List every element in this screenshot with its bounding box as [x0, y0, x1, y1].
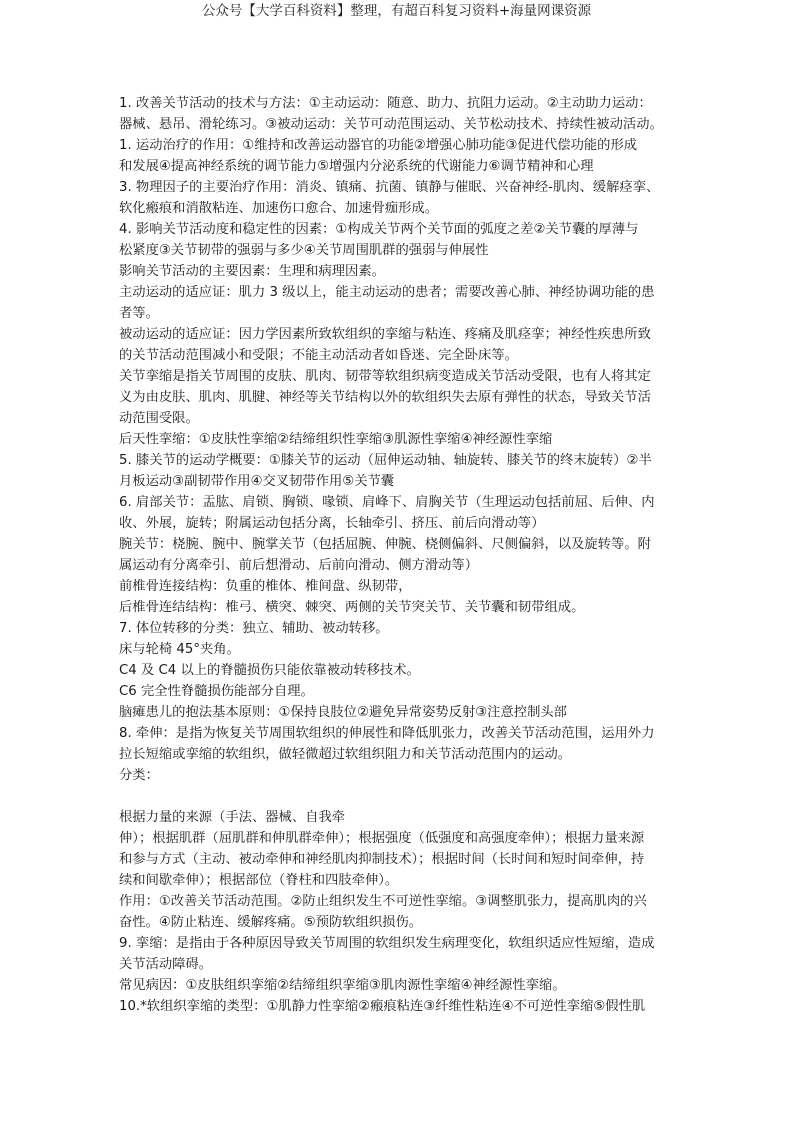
text-line: 义为由皮肤、肌肉、肌腱、神经等关节结构以外的软组织失去原有弹性的状态，导致关节活 [119, 390, 651, 405]
text-line: 器械、悬吊、滑轮练习。③被动运动：关节可动范围运动、关节松动技术、持续性被动活动。 [119, 117, 663, 132]
document-body [119, 93, 675, 1017]
text-line: C4 及 C4 以上的脊髓损伤只能依靠被动转移技术。 [119, 663, 420, 678]
text-line: C6 完全性脊髓损伤能部分自理。 [119, 684, 314, 699]
text-line: 动范围受限。 [119, 411, 199, 426]
text-line: 关节活动障碍。 [119, 957, 213, 972]
text-line: 5. 膝关节的运动学概要：①膝关节的运动（屈伸运动轴、轴旋转、膝关节的终末旋转）②半 [119, 453, 652, 468]
text-line: 续和间歇牵伸）；根据部位（脊柱和四肢牵伸）。 [119, 873, 399, 888]
text-line: 伸）；根据肌群（屈肌群和伸肌群牵伸）；根据强度（低强度和高强度牵伸）；根据力量来源 [119, 831, 645, 846]
text-line: 1. 改善关节活动的技术与方法：①主动运动：随意、助力、抗阻力运动。②主动助力运动： [119, 96, 652, 111]
text-line: 分类： [119, 768, 159, 783]
text-line: 拉长短缩或挛缩的软组织，做轻微超过软组织阻力和关节活动范围内的运动。 [119, 747, 572, 762]
text-line [119, 786, 675, 807]
text-line: 后天性挛缩：①皮肤性挛缩②结缔组织性挛缩③肌源性挛缩④神经源性挛缩 [119, 432, 553, 447]
text-line: 主动运动的适应证：肌力 3 级以上，能主动运动的患者；需要改善心肺、神经协调功能的患 [119, 285, 655, 300]
text-line: 软化瘢痕和消散粘连、加速伤口愈合、加速骨痂形成。 [119, 201, 439, 216]
text-line: 月板运动③副韧带作用④交叉韧带作用⑤关节囊 [119, 474, 395, 489]
page-header: 公众号【大学百科资料】整理，有超百科复习资料+海量网课资源 [201, 3, 592, 19]
text-line: 根据力量的来源（手法、器械、自我牵 [119, 810, 346, 825]
text-line: 收、外展，旋转；附属运动包括分离，长轴牵引、挤压、前后向滑动等） [119, 516, 545, 531]
text-line: 9. 挛缩：是指由于各种原因导致关节周围的软组织发生病理变化，软组织适应性短缩，造成 [119, 936, 655, 951]
text-line: 常见病因：①皮肤组织挛缩②结缔组织挛缩③肌肉源性挛缩④神经源性挛缩。 [119, 978, 566, 993]
text-line: 影响关节活动的主要因素：生理和病理因素。 [119, 264, 385, 279]
text-line: 者等。 [119, 306, 159, 321]
text-line: 床与轮椅 45°夹角。 [119, 642, 240, 657]
text-line: 脑瘫患儿的抱法基本原则：①保持良肢位②避免异常姿势反射③注意控制头部 [119, 705, 567, 720]
text-line: 被动运动的适应证：因力学因素所致软组织的挛缩与粘连、疼痛及肌痉挛；神经性疾患所致 [119, 327, 651, 342]
text-line: 8. 牵伸：是指为恢复关节周围软组织的伸展性和降低肌张力，改善关节活动范围，运用外力 [119, 726, 655, 741]
text-line: 松紧度③关节韧带的强弱与多少④关节周围肌群的强弱与伸展性 [119, 243, 489, 258]
text-line: 和参与方式（主动、被动牵伸和神经肌肉抑制技术）；根据时间（长时间和短时间牵伸，持 [119, 852, 645, 867]
text-line: 关节挛缩是指关节周围的皮肤、肌肉、韧带等软组织病变造成关节活动受限，也有人将其定 [119, 369, 651, 384]
text-line: 作用：①改善关节活动范围。②防止组织发生不可逆性挛缩。③调整肌张力，提高肌肉的兴 [119, 894, 647, 909]
text-line: 7. 体位转移的分类：独立、辅助、被动转移。 [119, 621, 389, 636]
text-line: 后椎骨连结结构：椎弓、横突、棘突、两侧的关节突关节、关节囊和韧带组成。 [119, 600, 585, 615]
text-line: 6. 肩部关节：盂肱、肩锁、胸锁、喙锁、肩峰下、肩胸关节（生理运动包括前屈、后伸、内 [119, 495, 655, 510]
text-line: 前椎骨连接结构：负重的椎体、椎间盘、纵韧带， [119, 579, 412, 594]
text-line: 4. 影响关节活动度和稳定性的因素：①构成关节两个关节面的弧度之差②关节囊的厚薄与 [119, 222, 639, 237]
text-line: 10.*软组织挛缩的类型：①肌静力性挛缩②瘢痕粘连③纤维性粘连④不可逆性挛缩⑤假性肌 [119, 999, 646, 1014]
text-line: 1. 运动治疗的作用：①维持和改善运动器官的功能②增强心肺功能③促进代偿功能的形成 [119, 138, 638, 153]
text-line: 属运动有分离牵引、前后想滑动、后前向滑动、侧方滑动等） [119, 558, 479, 573]
text-line: 腕关节：桡腕、腕中、腕掌关节（包括屈腕、伸腕、桡侧偏斜、尺侧偏斜，以及旋转等。附 [119, 537, 651, 552]
text-line: 的关节活动范围减小和受限；不能主动活动者如昏迷、完全卧床等。 [119, 348, 518, 363]
text-line: 和发展④提高神经系统的调节能力⑤增强内分泌系统的代谢能力⑥调节精神和心理 [119, 159, 594, 174]
text-line: 3. 物理因子的主要治疗作用：消炎、镇痛、抗菌、镇静与催眠、兴奋神经-肌肉、缓解痉挛、 [119, 180, 660, 195]
text-line: 奋性。④防止粘连、缓解疼痛。⑤预防软组织损伤。 [119, 915, 423, 930]
